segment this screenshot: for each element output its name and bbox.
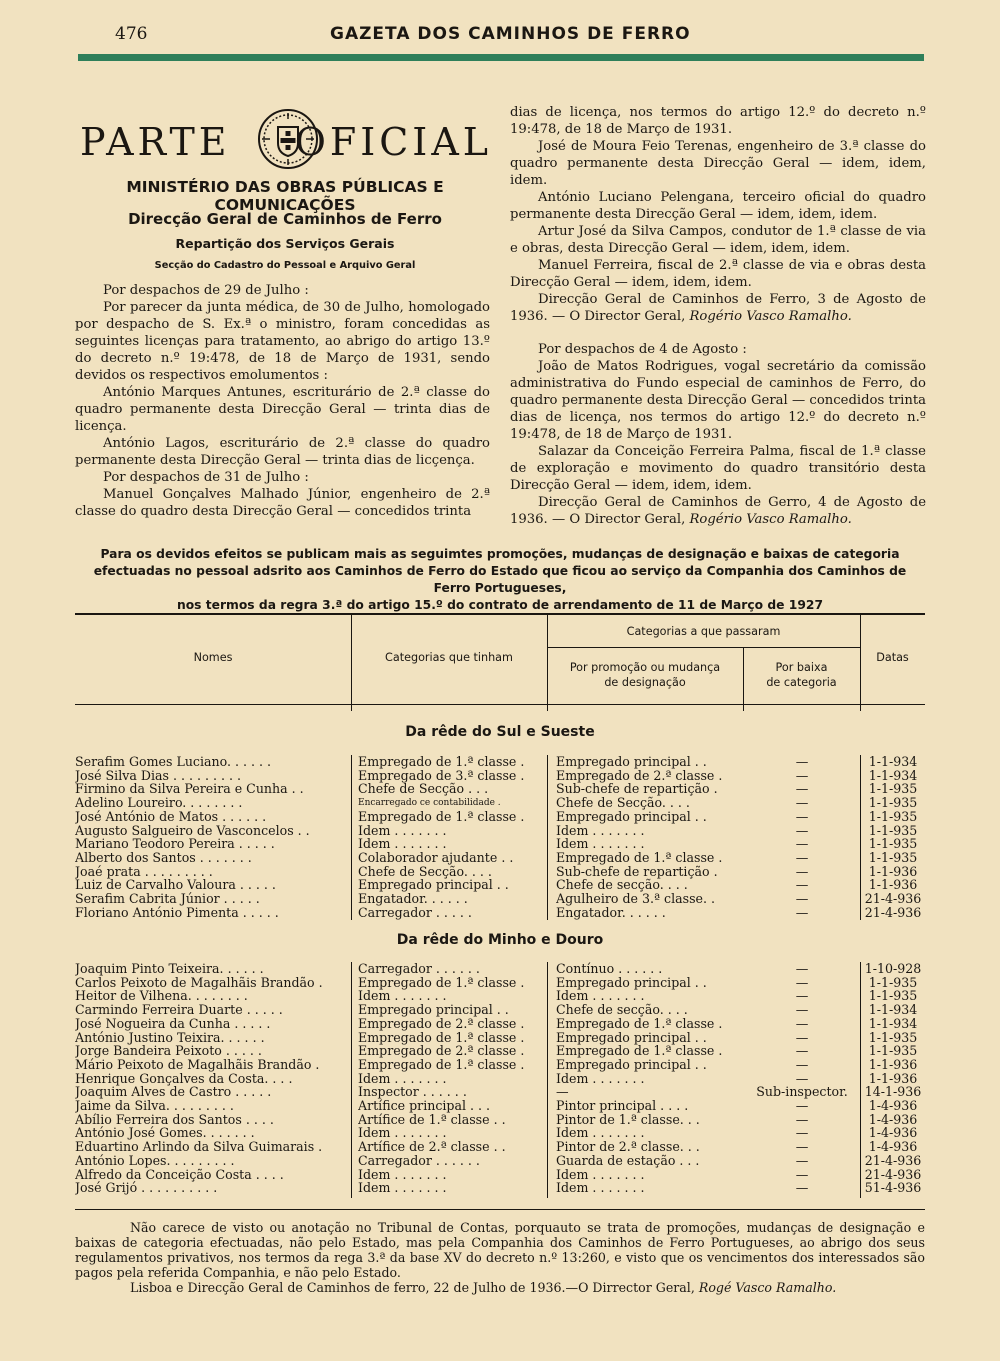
- cell-promocao: Empregado de 1.ª classe .: [556, 1016, 723, 1031]
- cell-nome: Luiz de Carvalho Valoura . . . . .: [75, 878, 276, 893]
- cell-tinham: Empregado de 2.ª classe .: [358, 1016, 525, 1031]
- cell-nome: António Justino Teixira. . . . . .: [75, 1030, 265, 1045]
- cell-promocao: —: [556, 1085, 569, 1100]
- signature-paragraph: [510, 291, 926, 325]
- cell-baixa: —: [795, 796, 809, 811]
- cell-promocao: Contínuo . . . . . .: [556, 962, 663, 976]
- cell-nome: Firmino da Silva Pereira e Cunha . .: [75, 782, 304, 797]
- cell-tinham: Chefe de Secção . . .: [358, 782, 489, 797]
- cell-tinham: Idem . . . . . . .: [358, 823, 447, 838]
- header-passaram: Categorias a que passaram: [626, 625, 781, 638]
- cell-nome: José Silva Dias . . . . . . . . .: [75, 768, 242, 783]
- cell-nome: José Grijó . . . . . . . . . .: [75, 1181, 218, 1196]
- table-row: [0, 1181, 1000, 1195]
- table-row: [0, 1099, 1000, 1113]
- seccao-title: Secção do Cadastro do Pessoal e Arquivo Geral: [154, 260, 416, 271]
- cell-baixa: —: [795, 975, 809, 990]
- table-row: [0, 1168, 1000, 1182]
- cell-data: 21-4-936: [864, 1153, 922, 1168]
- header-promocao-line2: de designação: [604, 676, 686, 689]
- cell-data: 1-1-935: [868, 837, 918, 852]
- cell-tinham: Idem . . . . . . .: [358, 1167, 447, 1182]
- right-column: [510, 104, 926, 528]
- table-row: [0, 1085, 1000, 1099]
- section-heading: [80, 120, 492, 168]
- footnote-paragraph: Não carece de visto ou anotação no Tribunal de Contas, porquauto se trata de promoções, mudanças de designação e baixas de categoria efectuadas, não pelo Estado, mas pela Companhia dos Caminhos de Ferro Portugueses, ao abrigo dos seus regulamentos privativos, nos termos da rega 3.ª da base XV do decreto n.º 13:260, e visto que os vencimentos dos interessados são pagos pela referida Companhia, e não pelo Estado.: [75, 1220, 925, 1280]
- heading-oficial: OFICIAL: [294, 120, 492, 164]
- table-row: [0, 1072, 1000, 1086]
- cell-baixa: —: [795, 1153, 809, 1168]
- cell-data: 1-1-935: [868, 1030, 918, 1045]
- paragraph: António Lagos, escriturário de 2.ª classe do quadro permanente desta Direcção Geral — trinta dias de licçença.: [75, 436, 490, 468]
- cell-nome: José António de Matos . . . . . .: [75, 809, 267, 824]
- cell-promocao: Sub-chefe de repartição .: [556, 782, 718, 797]
- cell-tinham: Empregado de 2.ª classe .: [358, 1044, 525, 1059]
- cell-nome: Jaime da Silva. . . . . . . . .: [75, 1099, 234, 1113]
- paragraph: Por parecer da junta médica, de 30 de Julho, homologado por despacho de S. Ex.ª o ministro, foram concedidas as seguintes licenças para tratamento, ao abrigo do artigo 13.º do decreto n.º 19:478, de 18 de Março de 1931, sendo devidos os respectivos emolumentos :: [75, 300, 490, 383]
- column-divider: [547, 962, 548, 1198]
- cell-baixa: —: [795, 1167, 809, 1182]
- cell-nome: Carmindo Ferreira Duarte . . . . .: [75, 1003, 283, 1018]
- cell-data: 21-4-936: [864, 892, 922, 906]
- signature-name: Rogério Vasco Ramalho.: [689, 512, 852, 527]
- header-datas: Datas: [876, 651, 909, 664]
- cell-baixa: —: [795, 850, 809, 865]
- table-row: [0, 892, 1000, 906]
- header-baixa: [743, 660, 860, 690]
- paragraph: António Luciano Pelengana, terceiro oficial do quadro permanente desta Direcção Geral — idem, idem, idem.: [510, 190, 926, 222]
- footnote-signature-name: Rogé Vasco Ramalho.: [698, 1280, 837, 1295]
- cell-data: 1-1-935: [868, 975, 918, 990]
- cell-promocao: Empregado de 1.ª classe .: [556, 1044, 723, 1059]
- cell-promocao: Idem . . . . . . .: [556, 1167, 645, 1182]
- header-promocao-line1: Por promoção ou mudança: [569, 661, 721, 674]
- footnote: [75, 1220, 925, 1295]
- cell-baixa: —: [795, 989, 809, 1004]
- cell-data: 1-4-936: [868, 1112, 918, 1127]
- cell-promocao: Idem . . . . . . .: [556, 1181, 645, 1196]
- cell-promocao: Empregado de 1.ª classe .: [556, 850, 723, 865]
- table-row: [0, 810, 1000, 824]
- cell-tinham: Idem . . . . . . .: [358, 989, 447, 1004]
- cell-nome: Abílio Ferreira dos Santos . . . .: [75, 1112, 274, 1127]
- intro-line: Para os devidos efeitos se publicam mais as seguimtes promoções, mudanças de designação e baixas de categoria: [100, 547, 900, 561]
- cell-promocao: Empregado principal . .: [556, 975, 707, 990]
- cell-promocao: Idem . . . . . . .: [556, 1071, 645, 1086]
- cell-tinham: Empregado principal . .: [358, 878, 509, 893]
- cell-data: 51-4-936: [864, 1181, 922, 1196]
- cell-data: 1-4-936: [868, 1140, 918, 1155]
- header-tinham: Categorias que tinham: [385, 651, 513, 664]
- cell-tinham: Encarregado ce contabilidade .: [358, 798, 501, 809]
- table-row: [0, 769, 1000, 783]
- direccao-title: Direcção Geral de Caminhos de Ferro: [128, 210, 442, 228]
- cell-promocao: Idem . . . . . . .: [556, 823, 645, 838]
- cell-promocao: Idem . . . . . . .: [556, 837, 645, 852]
- header-baixa-line2: de categoria: [766, 676, 837, 689]
- cell-tinham: Engatador. . . . . .: [358, 892, 468, 906]
- cell-baixa: —: [795, 864, 809, 879]
- subheader-rule: [547, 647, 860, 648]
- cell-tinham: Inspector . . . . . .: [358, 1085, 467, 1100]
- footnote-signature-text: Lisboa e Direcção Geral de Caminhos de ferro, 22 de Julho de 1936.—O Dirrector Geral,: [130, 1280, 699, 1295]
- cell-nome: José Nogueira da Cunha . . . . .: [75, 1016, 271, 1031]
- cell-nome: António Lopes. . . . . . . . .: [75, 1153, 235, 1168]
- cell-baixa: —: [795, 878, 809, 893]
- ministry-title: MINISTÉRIO DAS OBRAS PÚBLICAS E COMUNICAÇÕES: [126, 178, 444, 214]
- header-rule: [78, 54, 924, 61]
- header-baixa-line1: Por baixa: [775, 661, 828, 674]
- cell-tinham: Idem . . . . . . .: [358, 837, 447, 852]
- signature-text: Direcção Geral de Caminhos de Ferro, 3 de Agosto de 1936. — O Director Geral,: [510, 292, 926, 324]
- cell-tinham: Colaborador ajudante . .: [358, 850, 514, 865]
- reparticao-title: Repartição dos Serviços Gerais: [175, 236, 395, 251]
- intro-line: nos termos da regra 3.ª do artigo 15.º do contrato de arrendamento de 11 de Março de 1927: [176, 598, 824, 612]
- cell-data: 1-1-935: [868, 809, 918, 824]
- paragraph: Por despachos de 4 de Agosto :: [538, 342, 747, 357]
- cell-baixa: —: [795, 892, 809, 906]
- section-title-sul: Da rêde do Sul e Sueste: [405, 724, 595, 740]
- cell-baixa: —: [795, 962, 809, 976]
- cell-nome: Carlos Peixoto de Magalhãis Brandão .: [75, 975, 323, 990]
- cell-nome: Jorge Bandeira Peixoto . . . . .: [75, 1044, 262, 1059]
- table-row: [0, 1058, 1000, 1072]
- cell-nome: Serafim Gomes Luciano. . . . . .: [75, 755, 272, 769]
- cell-data: 1-1-935: [868, 782, 918, 797]
- cell-tinham: Empregado de 1.ª classe .: [358, 755, 525, 769]
- cell-promocao: Empregado principal . .: [556, 1030, 707, 1045]
- cell-tinham: Carregador . . . . . .: [358, 962, 480, 976]
- table-intro: [75, 546, 925, 614]
- table-row: [0, 1044, 1000, 1058]
- cell-nome: Eduartino Arlindo da Silva Guimarais .: [75, 1140, 323, 1155]
- table-row: [0, 782, 1000, 796]
- cell-nome: Heitor de Vilhena. . . . . . . .: [75, 989, 248, 1004]
- cell-promocao: Empregado principal . .: [556, 755, 707, 769]
- paragraph: José de Moura Feio Terenas, engenheiro de 3.ª classe do quadro permanente desta Direcção Geral — idem, idem, idem.: [510, 139, 926, 188]
- table-row: [0, 851, 1000, 865]
- table-row: [0, 1003, 1000, 1017]
- column-divider: [860, 755, 861, 920]
- column-divider: [351, 962, 352, 1198]
- cell-data: 21-4-936: [864, 1167, 922, 1182]
- cell-baixa: Sub-inspector.: [756, 1085, 848, 1100]
- cell-tinham: Empregado de 1.ª classe .: [358, 1030, 525, 1045]
- cell-baixa: —: [795, 809, 809, 824]
- table-row: [0, 1154, 1000, 1168]
- cell-baixa: —: [795, 1003, 809, 1018]
- left-column: [75, 282, 490, 520]
- cell-baixa: —: [795, 1126, 809, 1141]
- cell-baixa: —: [795, 1140, 809, 1155]
- paragraph: dias de licença, nos termos do artigo 12.º do decreto n.º 19:478, de 18 de Março de 1931.: [510, 105, 926, 137]
- page-number: 476: [115, 24, 148, 44]
- paragraph: João de Matos Rodrigues, vogal secretário da comissão administrativa do Fundo especial de caminhos de Ferro, do quadro permanente desta Direcção Geral — concedidos trinta dias de licença, nos termos do artigo 12.º do decreto n.º 19:478, de 18 de Março de 1931.: [510, 359, 926, 442]
- table-row: [0, 989, 1000, 1003]
- publication-title: GAZETA DOS CAMINHOS DE FERRO: [330, 24, 691, 44]
- heading-parte: PARTE: [80, 120, 231, 164]
- cell-data: 1-1-935: [868, 796, 918, 811]
- cell-promocao: Sub-chefe de repartição .: [556, 864, 718, 879]
- cell-data: 1-1-934: [868, 1016, 918, 1031]
- cell-nome: Mário Peixoto de Magalhãis Brandão .: [75, 1057, 320, 1072]
- table-row: [0, 755, 1000, 769]
- cell-nome: Joaquim Pinto Teixeira. . . . . .: [75, 962, 264, 976]
- cell-data: 1-1-934: [868, 768, 918, 783]
- cell-data: 1-1-934: [868, 1003, 918, 1018]
- cell-data: 1-1-934: [868, 755, 918, 769]
- paragraph: Manuel Gonçalves Malhado Júnior, engenheiro de 2.ª classe do quadro desta Direcção Geral — concedidos trinta: [75, 487, 490, 519]
- cell-nome: Joaé prata . . . . . . . . .: [75, 864, 213, 879]
- table-row: [0, 906, 1000, 920]
- table-top-rule: [75, 613, 925, 615]
- signature-name: Rogério Vasco Ramalho.: [689, 309, 852, 324]
- footnote-signature: [75, 1280, 925, 1295]
- cell-data: 1-1-935: [868, 1044, 918, 1059]
- cell-tinham: Empregado de 1.ª classe .: [358, 1057, 525, 1072]
- cell-baixa: —: [795, 837, 809, 852]
- paragraph: Por despachos de 31 de Julho :: [103, 470, 309, 485]
- cell-data: 1-1-935: [868, 823, 918, 838]
- table-row: [0, 1140, 1000, 1154]
- paragraph: António Marques Antunes, escriturário de 2.ª classe do quadro permanente desta Direcção Geral — trinta dias de licença.: [75, 385, 490, 434]
- table-row: [0, 1126, 1000, 1140]
- cell-data: 1-1-936: [868, 864, 918, 879]
- cell-promocao: Chefe de secção. . . .: [556, 1003, 688, 1018]
- cell-tinham: Empregado de 1.ª classe .: [358, 975, 525, 990]
- cell-data: 14-1-936: [864, 1085, 922, 1100]
- cell-baixa: —: [795, 823, 809, 838]
- cell-baixa: —: [795, 1016, 809, 1031]
- table-row: [0, 962, 1000, 976]
- cell-baixa: —: [795, 1030, 809, 1045]
- cell-data: 1-1-935: [868, 850, 918, 865]
- cell-promocao: Guarda de estação . . .: [556, 1153, 700, 1168]
- table-row: [0, 878, 1000, 892]
- signature-text: Direcção Geral de Caminhos de Gerro, 4 de Agosto de 1936. — O Director Geral,: [510, 495, 926, 527]
- column-divider: [860, 962, 861, 1198]
- cell-tinham: Idem . . . . . . .: [358, 1071, 447, 1086]
- cell-baixa: —: [795, 1057, 809, 1072]
- table-row: [0, 824, 1000, 838]
- cell-tinham: Empregado de 1.ª classe .: [358, 809, 525, 824]
- cell-promocao: Empregado principal . .: [556, 1057, 707, 1072]
- cell-baixa: —: [795, 905, 809, 920]
- cell-nome: Henrique Gonçalves da Costa. . . .: [75, 1071, 293, 1086]
- cell-nome: Serafim Cabrita Júnior . . . . .: [75, 892, 260, 906]
- table-row: [0, 796, 1000, 810]
- cell-nome: António José Gomes. . . . . . .: [75, 1126, 255, 1141]
- cell-tinham: Artífice de 1.ª classe . .: [358, 1112, 506, 1127]
- cell-data: 1-1-936: [868, 1071, 918, 1086]
- cell-baixa: —: [795, 755, 809, 769]
- cell-nome: Floriano António Pimenta . . . . .: [75, 905, 279, 920]
- section-title-minho: Da rêde do Minho e Douro: [396, 932, 604, 948]
- cell-baixa: —: [795, 768, 809, 783]
- cell-tinham: Carregador . . . . . .: [358, 1153, 480, 1168]
- cell-data: 1-1-936: [868, 1057, 918, 1072]
- cell-promocao: Pintor principal . . . .: [556, 1099, 689, 1113]
- cell-tinham: Artífice principal . . .: [358, 1099, 491, 1113]
- cell-tinham: Artífice de 2.ª classe . .: [358, 1140, 506, 1155]
- table-row: [0, 1017, 1000, 1031]
- table-row: [0, 976, 1000, 990]
- cell-baixa: —: [795, 1071, 809, 1086]
- cell-data: 21-4-936: [864, 905, 922, 920]
- cell-promocao: Engatador. . . . . .: [556, 905, 666, 920]
- paragraph: Manuel Ferreira, fiscal de 2.ª classe de via e obras desta Direcção Geral — idem, idem, idem.: [510, 258, 926, 290]
- signature-paragraph: [510, 494, 926, 528]
- cell-promocao: Empregado principal . .: [556, 809, 707, 824]
- table-row: [0, 865, 1000, 879]
- cell-tinham: Chefe de Secção. . . .: [358, 864, 492, 879]
- intro-line: efectuadas no pessoal adsrito aos Caminhos de Ferro do Estado que ficou ao serviço da Companhia dos Caminhos de Ferro Portugueses,: [93, 564, 907, 595]
- cell-tinham: Empregado principal . .: [358, 1003, 509, 1018]
- cell-nome: Alberto dos Santos . . . . . . .: [75, 850, 252, 865]
- cell-tinham: Idem . . . . . . .: [358, 1181, 447, 1196]
- cell-baixa: —: [795, 1099, 809, 1113]
- cell-promocao: Pintor de 2.ª classe. . .: [556, 1140, 700, 1155]
- cell-nome: Mariano Teodoro Pereira . . . . .: [75, 837, 275, 852]
- cell-promocao: Empregado de 2.ª classe .: [556, 768, 723, 783]
- cell-baixa: —: [795, 782, 809, 797]
- cell-promocao: Pintor de 1.ª classe. . .: [556, 1112, 700, 1127]
- table-bottom-rule: [75, 1209, 925, 1210]
- cell-nome: Adelino Loureiro. . . . . . . .: [75, 796, 243, 811]
- paragraph: Salazar da Conceição Ferreira Palma, fiscal de 1.ª classe de exploração e movimento do quadro transitório desta Direcção Geral — idem, idem, idem.: [510, 444, 926, 493]
- cell-nome: Alfredo da Conceição Costa . . . .: [75, 1167, 284, 1182]
- cell-data: 1-10-928: [864, 962, 922, 976]
- header-nomes: Nomes: [193, 651, 233, 664]
- cell-data: 1-1-936: [868, 878, 918, 893]
- cell-promocao: Idem . . . . . . .: [556, 1126, 645, 1141]
- cell-baixa: —: [795, 1181, 809, 1196]
- cell-nome: Augusto Salgueiro de Vasconcelos . .: [75, 823, 310, 838]
- header-promocao: [547, 660, 743, 690]
- column-divider: [351, 755, 352, 920]
- table-header-rule: [75, 704, 925, 705]
- paragraph: Artur José da Silva Campos, condutor de 1.ª classe de via e obras, desta Direcção Geral — idem, idem, idem.: [510, 224, 926, 256]
- cell-nome: Joaquim Alves de Castro . . . . .: [75, 1085, 272, 1100]
- paragraph: Por despachos de 29 de Julho :: [103, 283, 309, 298]
- cell-tinham: Carregador . . . . .: [358, 905, 472, 920]
- cell-data: 1-4-936: [868, 1099, 918, 1113]
- table-row: [0, 837, 1000, 851]
- cell-baixa: —: [795, 1112, 809, 1127]
- cell-tinham: Idem . . . . . . .: [358, 1126, 447, 1141]
- column-divider: [547, 755, 548, 920]
- cell-promocao: Chefe de secção. . . .: [556, 878, 688, 893]
- cell-data: 1-4-936: [868, 1126, 918, 1141]
- table-row: [0, 1031, 1000, 1045]
- cell-baixa: —: [795, 1044, 809, 1059]
- table-row: [0, 1113, 1000, 1127]
- cell-promocao: Chefe de Secção. . . .: [556, 796, 690, 811]
- cell-promocao: Idem . . . . . . .: [556, 989, 645, 1004]
- cell-tinham: Empregado de 3.ª classe .: [358, 768, 525, 783]
- cell-promocao: Agulheiro de 3.ª classe. .: [556, 892, 715, 906]
- cell-data: 1-1-935: [868, 989, 918, 1004]
